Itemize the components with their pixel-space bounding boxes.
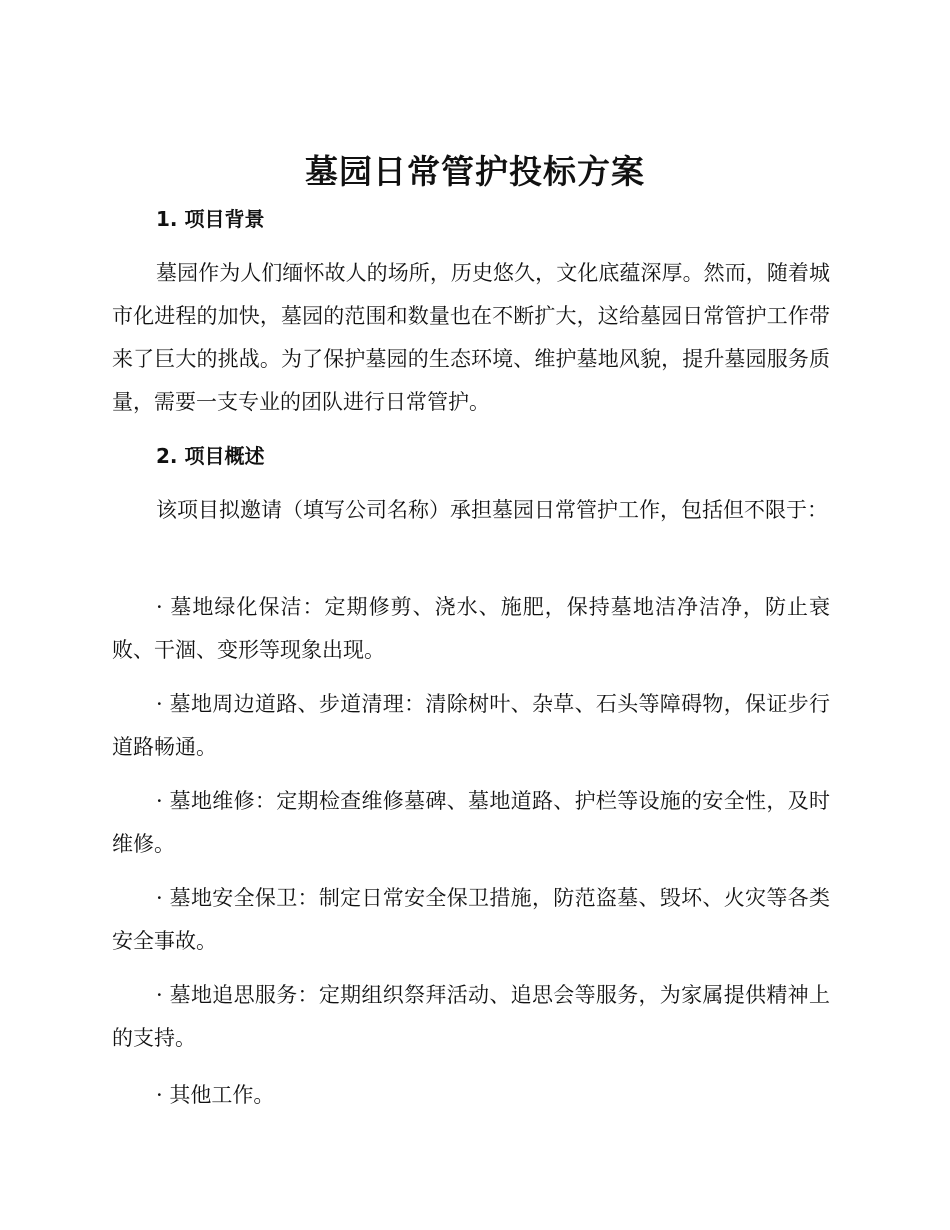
list-item-road-clearing: · 墓地周边道路、步道清理：清除树叶、杂草、石头等障碍物，保证步行道路畅通。: [112, 692, 830, 759]
section-heading-overview: 2. 项目概述: [156, 444, 265, 468]
overview-intro-paragraph: 该项目拟邀请（填写公司名称）承担墓园日常管护工作，包括但不限于：: [156, 498, 828, 522]
list-item-other: · 其他工作。: [156, 1083, 275, 1107]
section-heading-background: 1. 项目背景: [156, 207, 265, 231]
list-item-greening-cleaning: · 墓地绿化保洁：定期修剪、浇水、施肥，保持墓地洁净洁净，防止衰败、干涸、变形等现象出现。: [112, 595, 830, 662]
document-title: 墓园日常管护投标方案: [305, 152, 645, 191]
list-item-maintenance: · 墓地维修：定期检查维修墓碑、墓地道路、护栏等设施的安全性，及时维修。: [112, 789, 830, 856]
list-item-memorial-services: · 墓地追思服务：定期组织祭拜活动、追思会等服务，为家属提供精神上的支持。: [112, 983, 830, 1050]
list-item-security: · 墓地安全保卫：制定日常安全保卫措施，防范盗墓、毁坏、火灾等各类安全事故。: [112, 886, 830, 953]
background-paragraph: 墓园作为人们缅怀故人的场所，历史悠久，文化底蕴深厚。然而，随着城市化进程的加快，墓园的范围和数量也在不断扩大，这给墓园日常管护工作带来了巨大的挑战。为了保护墓园的生态环境、维护墓地风貌，提升墓园服务质量，需要一支专业的团队进行日常管护。: [112, 261, 830, 414]
